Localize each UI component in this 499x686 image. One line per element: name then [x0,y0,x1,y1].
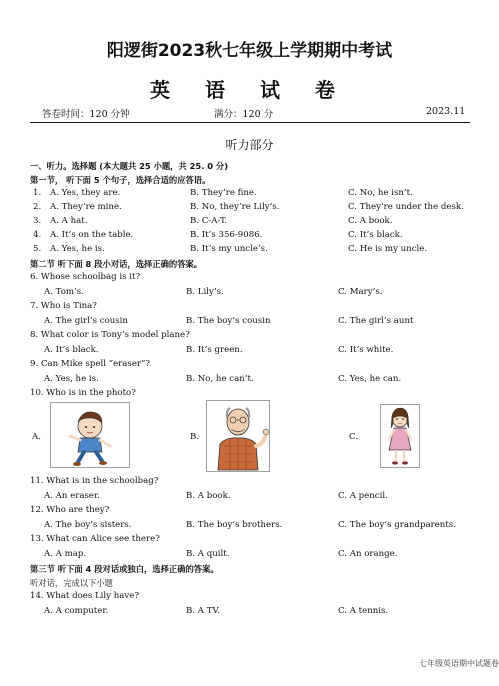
question-6-text: 6. Whose schoolbag is it? [30,272,141,282]
option-a: A. An eraser. [44,491,100,501]
q-number: 1. [33,188,42,198]
option-b: B. A book. [186,491,231,501]
exam-date: 2023.11 [426,106,466,117]
header-divider [30,122,470,123]
option-c: C. [349,432,359,442]
answer-time: 答卷时间：120 分钟 [42,109,130,120]
option-b: B. C-A-T. [190,216,228,226]
option-a: A. A map. [44,549,87,559]
section-title: 听力部分 [225,138,274,152]
option-c: C. They’re under the desk. [348,202,464,212]
option-b: B. The boy’s cousin [186,316,271,326]
option-b: B. No, they’re Lily’s. [190,202,280,212]
exam-subtitle: 英 语 试 卷 [150,78,349,102]
question-13-text: 13. What can Alice see there? [30,534,160,544]
girl-picture [380,404,420,468]
option-a: A. It’s black. [44,345,99,355]
exam-title: 阳逻街2023秋七年级上学期期中考试 [106,41,393,61]
option-c: C. Mary’s. [338,287,383,297]
option-c: C. Yes, he can. [338,374,402,384]
option-c: C. The boy’s grandparents. [338,520,456,530]
question-7-text: 7. Who is Tina? [30,301,97,311]
page-footer: 七年级英语期中试题卷 [419,659,499,668]
option-b: B. They’re fine. [190,188,257,198]
q-number: 2. [33,202,42,212]
option-c: C. A pencil. [338,491,388,501]
option-c: C. The girl’s aunt [338,316,414,326]
option-b: B. [190,432,200,442]
option-b: B. A TV. [186,606,220,616]
option-a: A. Yes, they are. [50,188,121,198]
option-c: C. It’s black. [348,230,403,240]
subsection-2: 第二节 听下面 8 段小对话，选择正确的答案。 [30,259,203,269]
option-b: B. The boy’s brothers. [186,520,283,530]
option-b: B. A quilt. [186,549,230,559]
option-a: A. Tom’s. [44,287,84,297]
option-a: A. [32,432,41,442]
q-number: 5. [33,244,42,254]
question-10-text: 10. Who is in the photo? [30,388,136,398]
grandpa-picture [206,400,270,472]
option-a: A. The boy’s sisters. [44,520,132,530]
full-score: 满分：120 分 [214,109,274,120]
option-a: A. A hat. [50,216,88,226]
question-9-text: 9. Can Mike spell “eraser”? [30,359,151,369]
part-heading: 一、听力。选择题 (本大题共 25 小题，共 25. 0 分) [30,161,228,171]
option-b: B. It’s green. [186,345,243,355]
option-a: A. They’re mine. [50,202,122,212]
q-number: 4. [33,230,42,240]
question-14-text: 14. What does Lily have? [30,591,139,601]
option-a: A. Yes, he is. [50,244,105,254]
listening-note: 听对话，完成以下小题 [30,578,113,588]
question-12-text: 12. Who are they? [30,505,110,515]
question-11-text: 11. What is in the schoolbag? [30,476,159,486]
question-8-text: 8. What color is Tony’s model plane? [30,330,190,340]
option-a: A. It’s on the table. [50,230,134,240]
option-c: C. He is my uncle. [348,244,428,254]
boy-picture [50,402,130,468]
option-a: A. The girl’s cousin [44,316,128,326]
option-b: B. It’s my uncle’s. [190,244,268,254]
option-c: C. A book. [348,216,393,226]
option-c: C. A tennis. [338,606,389,616]
option-b: B. It’s 356-9086. [190,230,263,240]
option-b: B. No, he can’t. [186,374,254,384]
subsection-1: 第一节， 听下面 5 个句子，选择合适的应答语。 [30,175,211,185]
option-a: A. Yes, he is. [44,374,99,384]
q-number: 3. [33,216,42,226]
option-a: A. A computer. [44,606,109,616]
option-c: C. It’s white. [338,345,394,355]
option-c: C. No, he isn’t. [348,188,413,198]
option-c: C. An orange. [338,549,398,559]
subsection-3: 第三节 听下面 4 段对话或独白，选择正确的答案。 [30,564,219,574]
option-b: B. Lily’s. [186,287,224,297]
